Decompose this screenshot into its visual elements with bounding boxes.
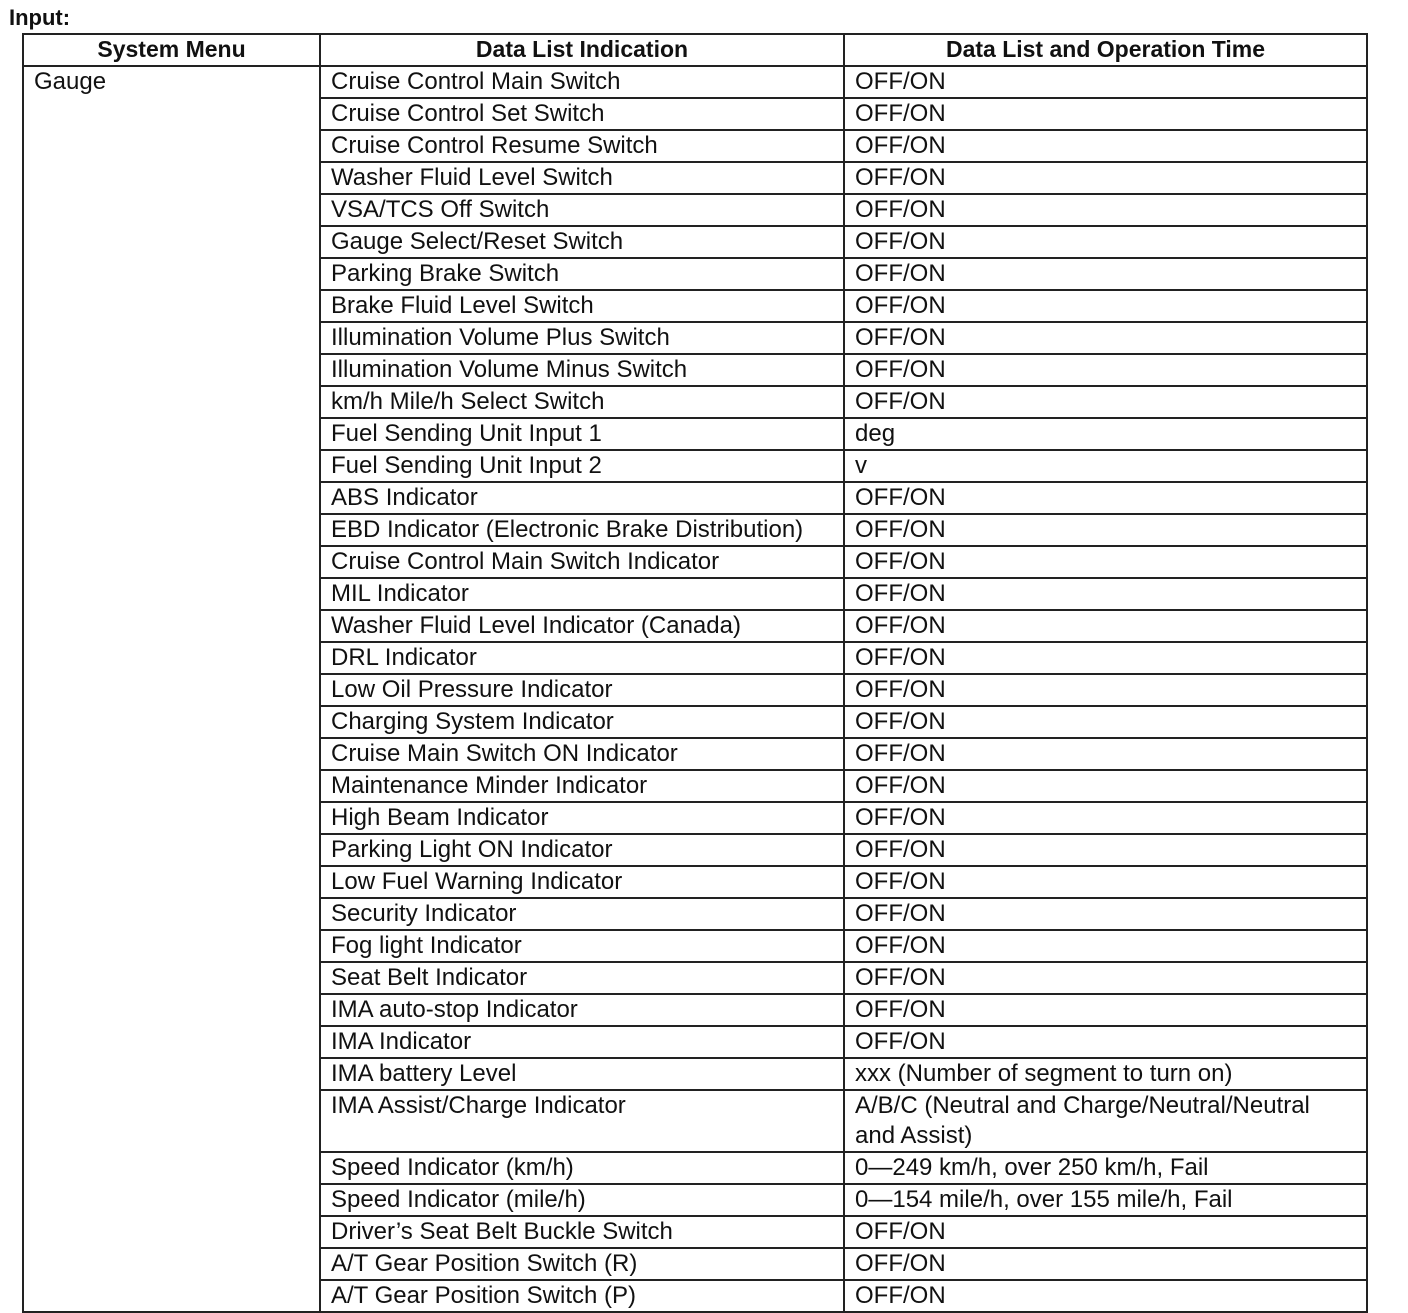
indication-cell: ABS Indicator <box>320 482 844 514</box>
value-cell: OFF/ON <box>844 930 1367 962</box>
indication-cell: Charging System Indicator <box>320 706 844 738</box>
value-cell: OFF/ON <box>844 802 1367 834</box>
header-data-list-indication: Data List Indication <box>320 34 844 66</box>
indication-cell: Fog light Indicator <box>320 930 844 962</box>
indication-cell: Speed Indicator (mile/h) <box>320 1184 844 1216</box>
indication-cell: High Beam Indicator <box>320 802 844 834</box>
indication-cell: Cruise Main Switch ON Indicator <box>320 738 844 770</box>
value-cell: OFF/ON <box>844 354 1367 386</box>
indication-cell: Gauge Select/Reset Switch <box>320 226 844 258</box>
indication-cell: Fuel Sending Unit Input 1 <box>320 418 844 450</box>
indication-cell: Illumination Volume Minus Switch <box>320 354 844 386</box>
value-cell: OFF/ON <box>844 386 1367 418</box>
value-cell: OFF/ON <box>844 578 1367 610</box>
value-cell: OFF/ON <box>844 226 1367 258</box>
indication-cell: Washer Fluid Level Switch <box>320 162 844 194</box>
value-cell: OFF/ON <box>844 994 1367 1026</box>
table-header-row <box>23 34 1367 66</box>
value-cell: OFF/ON <box>844 610 1367 642</box>
indication-cell: Cruise Control Resume Switch <box>320 130 844 162</box>
section-label: Input: <box>9 5 71 30</box>
indication-cell: IMA Assist/Charge Indicator <box>320 1090 844 1152</box>
value-cell: OFF/ON <box>844 1026 1367 1058</box>
value-cell: OFF/ON <box>844 482 1367 514</box>
indication-cell: Cruise Control Set Switch <box>320 98 844 130</box>
indication-cell: A/T Gear Position Switch (R) <box>320 1248 844 1280</box>
value-cell: OFF/ON <box>844 66 1367 98</box>
indication-cell: EBD Indicator (Electronic Brake Distribution) <box>320 514 844 546</box>
indication-cell: Low Fuel Warning Indicator <box>320 866 844 898</box>
indication-cell: Parking Light ON Indicator <box>320 834 844 866</box>
indication-cell: IMA auto-stop Indicator <box>320 994 844 1026</box>
value-cell: 0—249 km/h, over 250 km/h, Fail <box>844 1152 1367 1184</box>
value-cell: OFF/ON <box>844 290 1367 322</box>
indication-cell: MIL Indicator <box>320 578 844 610</box>
value-cell: OFF/ON <box>844 642 1367 674</box>
value-cell: A/B/C (Neutral and Charge/Neutral/Neutral and Assist) <box>844 1090 1367 1152</box>
indication-cell: Illumination Volume Plus Switch <box>320 322 844 354</box>
indication-cell: Security Indicator <box>320 898 844 930</box>
indication-cell: IMA Indicator <box>320 1026 844 1058</box>
value-cell: v <box>844 450 1367 482</box>
value-cell: OFF/ON <box>844 194 1367 226</box>
table-row <box>23 66 1367 98</box>
indication-cell: DRL Indicator <box>320 642 844 674</box>
indication-cell: A/T Gear Position Switch (P) <box>320 1280 844 1312</box>
value-cell: OFF/ON <box>844 962 1367 994</box>
value-cell: xxx (Number of segment to turn on) <box>844 1058 1367 1090</box>
table-body <box>23 66 1367 1312</box>
value-cell: OFF/ON <box>844 1248 1367 1280</box>
indication-cell: Parking Brake Switch <box>320 258 844 290</box>
header-system-menu: System Menu <box>23 34 320 66</box>
value-cell: OFF/ON <box>844 866 1367 898</box>
value-cell: OFF/ON <box>844 258 1367 290</box>
value-cell: OFF/ON <box>844 546 1367 578</box>
indication-cell: Fuel Sending Unit Input 2 <box>320 450 844 482</box>
value-cell: OFF/ON <box>844 514 1367 546</box>
indication-cell: Brake Fluid Level Switch <box>320 290 844 322</box>
indication-cell: Cruise Control Main Switch Indicator <box>320 546 844 578</box>
header-data-list-operation-time: Data List and Operation Time <box>844 34 1367 66</box>
value-cell: 0—154 mile/h, over 155 mile/h, Fail <box>844 1184 1367 1216</box>
value-cell: OFF/ON <box>844 834 1367 866</box>
value-cell: OFF/ON <box>844 738 1367 770</box>
data-list-table <box>22 33 1368 1313</box>
value-cell: OFF/ON <box>844 770 1367 802</box>
indication-cell: Driver’s Seat Belt Buckle Switch <box>320 1216 844 1248</box>
indication-cell: km/h Mile/h Select Switch <box>320 386 844 418</box>
value-cell: OFF/ON <box>844 162 1367 194</box>
indication-cell: Low Oil Pressure Indicator <box>320 674 844 706</box>
value-cell: OFF/ON <box>844 130 1367 162</box>
value-cell: deg <box>844 418 1367 450</box>
value-cell: OFF/ON <box>844 322 1367 354</box>
indication-cell: Washer Fluid Level Indicator (Canada) <box>320 610 844 642</box>
value-cell: OFF/ON <box>844 898 1367 930</box>
indication-cell: VSA/TCS Off Switch <box>320 194 844 226</box>
system-menu-cell: Gauge <box>23 66 320 1312</box>
value-cell: OFF/ON <box>844 674 1367 706</box>
value-cell: OFF/ON <box>844 706 1367 738</box>
value-cell: OFF/ON <box>844 98 1367 130</box>
indication-cell: Speed Indicator (km/h) <box>320 1152 844 1184</box>
indication-cell: IMA battery Level <box>320 1058 844 1090</box>
indication-cell: Cruise Control Main Switch <box>320 66 844 98</box>
indication-cell: Seat Belt Indicator <box>320 962 844 994</box>
indication-cell: Maintenance Minder Indicator <box>320 770 844 802</box>
value-cell: OFF/ON <box>844 1216 1367 1248</box>
value-cell: OFF/ON <box>844 1280 1367 1312</box>
